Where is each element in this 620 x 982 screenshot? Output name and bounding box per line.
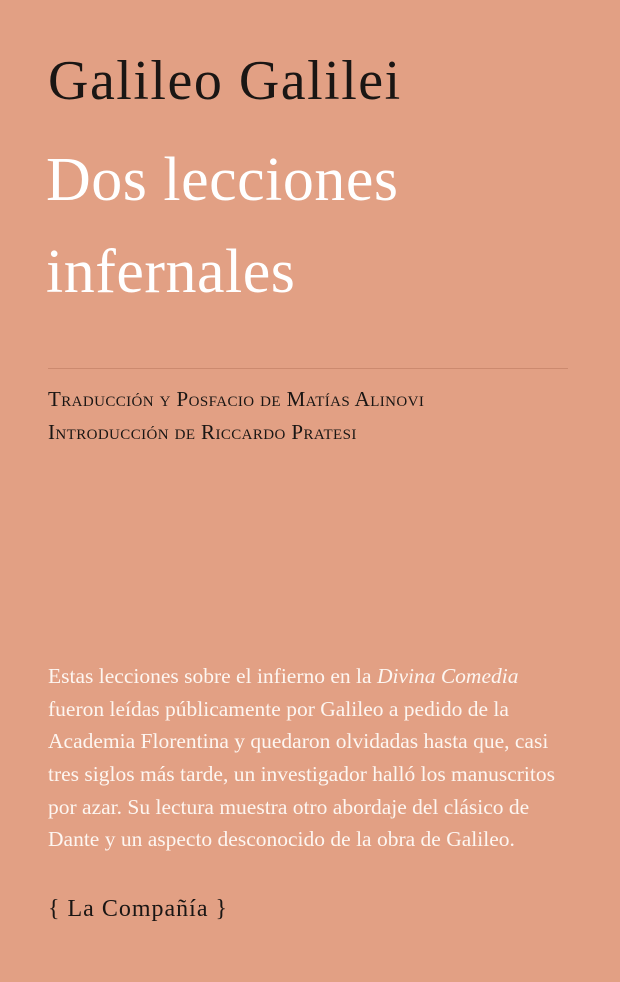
blurb-italic-title: Divina Comedia	[376, 664, 519, 688]
credit-introduction: Introducción de Riccardo Pratesi	[48, 419, 357, 444]
author-name: Galileo Galilei	[48, 50, 402, 112]
credits-block	[48, 368, 588, 448]
title-line-1: Dos lecciones	[46, 146, 399, 214]
book-title	[46, 135, 591, 319]
back-cover-blurb	[48, 660, 568, 856]
title-line-2: infernales	[46, 237, 296, 306]
blurb-part-1: Estas lecciones sobre el infierno en la	[48, 664, 377, 688]
publisher-imprint: { La Compañía }	[48, 896, 228, 922]
credit-translator: Traducción y Posfacio de Matías Alinovi	[48, 387, 425, 411]
credits-divider	[48, 368, 568, 369]
blurb-part-2: fueron leídas públicamente por Galileo a pedido de la Academia Florentina y quedaron olvidadas hasta que, casi tres siglos más tarde, un investigador halló los manuscritos por azar. Su lectura muestra otro abordaje del clásico de Dante y un aspecto desconocido de la obra de Galileo.	[48, 696, 555, 852]
